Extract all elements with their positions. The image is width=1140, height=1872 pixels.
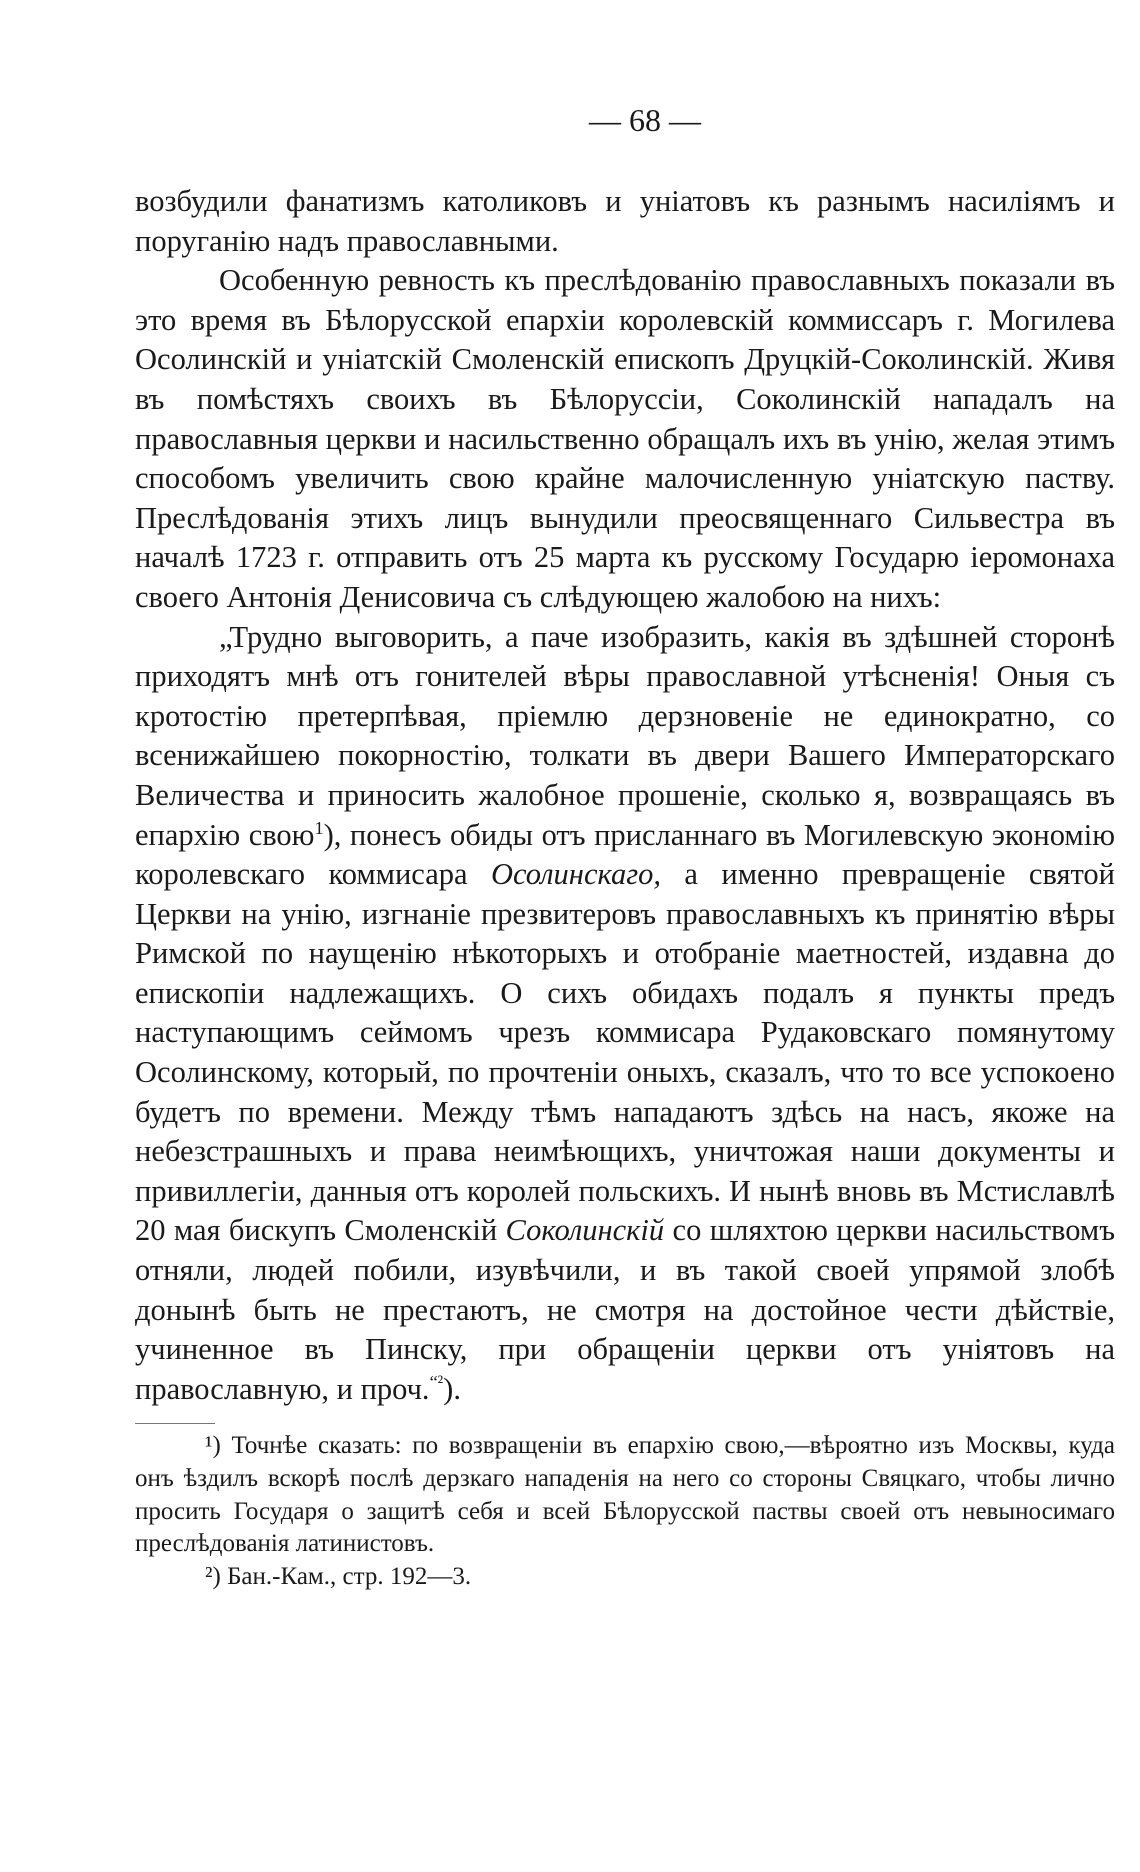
quote-text-c: а именно превращеніе святой Церкви на унію, изгнаніе презвитеровъ православныхъ къ принятію вѣры Римской по наущенію нѣкоторыхъ и отобраніе маетностей, издавна до епископіи надлежащихъ. О сихъ обидахъ подалъ я пункты предъ наступающимъ сеймомъ чрезъ коммисара Рудаковскаго помянутому Осолинскому, который, по прочтеніи оныхъ, сказалъ, что то все успокоено будетъ по времени. Между тѣмъ нападаютъ здѣсь на насъ, якоже на небезстрашныхъ и права неимѣющихъ, уничтожая наши документы и привиллегіи, данныя отъ королей польскихъ. И нынѣ вновь въ Мстиславлѣ 20 мая бискупъ Смоленскій — [135, 857, 1115, 1248]
quote-text-d: со шляхтою церкви насильствомъ отняли, людей побили, изувѣчили, и въ такой своей упрямой злобѣ донынѣ быть не престаютъ, не смотря на достойное чести дѣйствіе, учиненное въ Пинску, при обращеніи церкви отъ уніятовъ на православную, и проч. — [135, 1213, 1115, 1406]
name-osolinsky: Осолинскаго, — [490, 857, 662, 892]
footnote-2-text: ) Бан.-Кам., стр. 192—3. — [212, 1562, 472, 1590]
main-text — [135, 182, 1115, 1409]
footnote-ref-2: “² — [429, 1371, 444, 1392]
footnote-ref-1: 1 — [314, 817, 324, 838]
footnote-2 — [135, 1561, 1115, 1594]
footnote-1 — [135, 1430, 1115, 1560]
paragraph-2: Особенную ревность къ преслѣдованію православныхъ показали въ это время въ Бѣлорусской епархіи королевскій коммиссаръ г. Могилева Осолинскій и уніатскій Смоленскій епископъ Друцкій-Соколинскій. Живя въ помѣстяхъ своихъ въ Бѣлоруссіи, Соколинскій нападалъ на православныя церкви и насильственно обращалъ ихъ въ унію, желая этимъ способомъ увеличить свою крайне малочисленную уніатскую паству. Преслѣдованія этихъ лицъ вынудили преосвященнаго Сильвестра въ началѣ 1723 г. отправить отъ 25 марта къ русскому Государю іеромонаха своего Антонія Денисовича съ слѣдующею жалобою на нихъ: — [135, 263, 1115, 614]
footnote-separator — [135, 1423, 215, 1424]
paragraph-1: возбудили фанатизмъ католиковъ и уніатовъ къ разнымъ насиліямъ и поруганію надъ православными. — [135, 184, 1115, 258]
footnote-1-text: ) Точнѣе сказать: по возвращеніи въ епархію свою,—вѣроятно изъ Москвы, куда онъ ѣздилъ вскорѣ послѣ дерзкаго нападенія на него со стороны Свяцкаго, чтобы лично просить Государя о защитѣ себя и всей Бѣлорусской паствы своей отъ невыносимаго преслѣдованія латинистовъ. — [135, 1432, 1115, 1558]
footnotes — [135, 1430, 1115, 1593]
paragraph-3-quote — [135, 618, 1115, 1410]
quote-text-b: ), понесъ обиды отъ присланнаго въ Могилевскую экономію королевскаго коммисара — [135, 817, 1115, 892]
quote-end: ). — [443, 1371, 461, 1406]
name-sokolinsky: Соколинскій — [505, 1213, 665, 1248]
footnote-2-mark: ² — [205, 1562, 213, 1590]
quote-text-a: „Трудно выговорить, а паче изобразить, какія въ здѣшней сторонѣ приходятъ мнѣ отъ гонителей вѣры православной утѣсненія! Оныя съ кротостію претерпѣвая, пріемлю дерзновеніе не единократно, со всенижайшею покорностію, толкати въ двери Вашего Императорскаго Величества и приносить жалобное прошеніе, сколько я, возвращаясь въ епархію свою — [135, 619, 1115, 852]
page-number: — 68 — — [589, 102, 701, 138]
footnote-1-mark: ¹ — [205, 1432, 213, 1460]
